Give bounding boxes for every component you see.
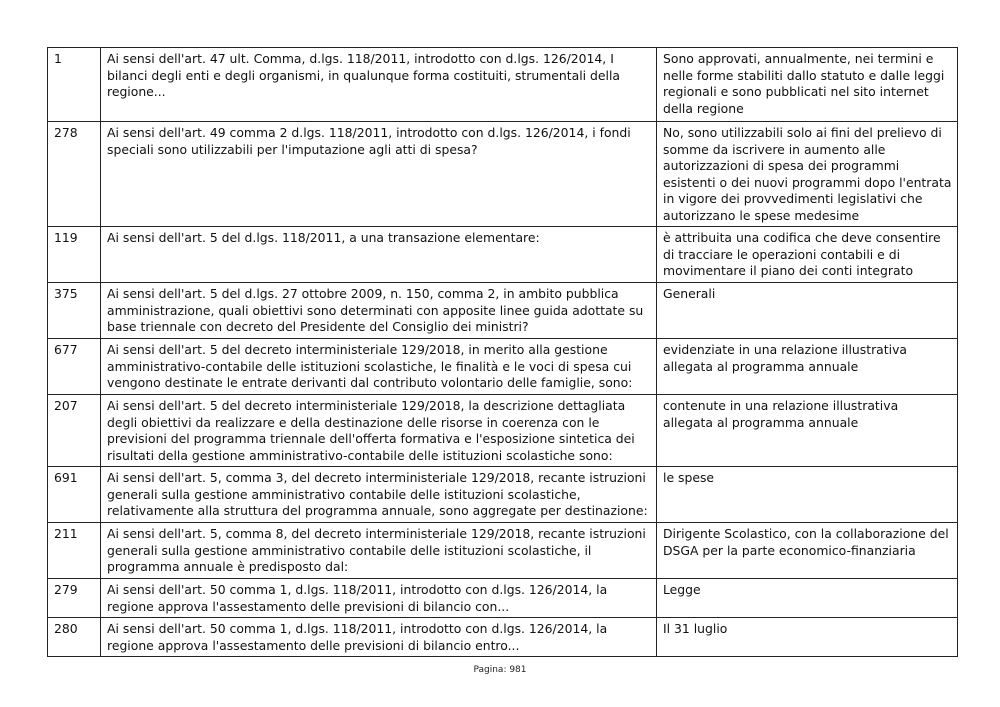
- question-answer-table: [47, 47, 958, 657]
- table-row: [48, 339, 958, 395]
- answer-text: Generali: [657, 283, 958, 339]
- answer-text: No, sono utilizzabili solo ai fini del prelievo di somme da iscrivere in aumento alle autorizzazioni di spesa dei programmi esistenti o dei nuovi programmi dopo l'entrata in vigore dei provvedimenti legislativi che autorizzano le spese medesime: [657, 122, 958, 227]
- question-text: Ai sensi dell'art. 47 ult. Comma, d.lgs. 118/2011, introdotto con d.lgs. 126/2014, I bilanci degli enti e degli organismi, in qualunque forma costituiti, strumentali della regione...: [101, 48, 657, 122]
- question-number: 207: [48, 395, 101, 467]
- question-text: Ai sensi dell'art. 50 comma 1, d.lgs. 118/2011, introdotto con d.lgs. 126/2014, la regione approva l'assestamento delle previsioni di bilancio entro...: [101, 618, 657, 657]
- question-number: 691: [48, 467, 101, 523]
- table-row: [48, 579, 958, 618]
- question-number: 677: [48, 339, 101, 395]
- answer-text: Legge: [657, 579, 958, 618]
- table-row: [48, 618, 958, 657]
- table-row: [48, 523, 958, 579]
- answer-text: è attribuita una codifica che deve consentire di tracciare le operazioni contabili e di movimentare il piano dei conti integrato: [657, 227, 958, 283]
- table-row: [48, 395, 958, 467]
- question-number: 279: [48, 579, 101, 618]
- question-text: Ai sensi dell'art. 5 del decreto interministeriale 129/2018, la descrizione dettagliata degli obiettivi da realizzare e della destinazione delle risorse in coerenza con le previsioni del programma triennale dell'offerta formativa e l'esposizione sintetica dei risultati della gestione amministrativo-contabile delle istituzioni scolastiche sono:: [101, 395, 657, 467]
- question-number: 1: [48, 48, 101, 122]
- question-text: Ai sensi dell'art. 49 comma 2 d.lgs. 118/2011, introdotto con d.lgs. 126/2014, i fondi speciali sono utilizzabili per l'imputazione agli atti di spesa?: [101, 122, 657, 227]
- answer-text: Dirigente Scolastico, con la collaborazione del DSGA per la parte economico-finanziaria: [657, 523, 958, 579]
- answer-text: contenute in una relazione illustrativa allegata al programma annuale: [657, 395, 958, 467]
- question-text: Ai sensi dell'art. 5 del d.lgs. 27 ottobre 2009, n. 150, comma 2, in ambito pubblica amministrazione, quali obiettivi sono determinati con apposite linee guida adottate su base triennale con decreto del Presidente del Consiglio dei ministri?: [101, 283, 657, 339]
- page-number: Pagina: 981: [473, 665, 527, 675]
- table-row: [48, 48, 958, 122]
- answer-text: Sono approvati, annualmente, nei termini e nelle forme stabiliti dallo statuto e dalle leggi regionali e sono pubblicati nel sito internet della regione: [657, 48, 958, 122]
- question-number: 375: [48, 283, 101, 339]
- question-number: 119: [48, 227, 101, 283]
- question-text: Ai sensi dell'art. 5 del decreto interministeriale 129/2018, in merito alla gestione amministrativo-contabile delle istituzioni scolastiche, le finalità e le voci di spesa cui vengono destinate le entrate derivanti dal contributo volontario delle famiglie, sono:: [101, 339, 657, 395]
- question-text: Ai sensi dell'art. 5, comma 8, del decreto interministeriale 129/2018, recante istruzioni generali sulla gestione amministrativo contabile delle istituzioni scolastiche, il programma annuale è predisposto dal:: [101, 523, 657, 579]
- table-row: [48, 283, 958, 339]
- answer-text: evidenziate in una relazione illustrativa allegata al programma annuale: [657, 339, 958, 395]
- table-row: [48, 122, 958, 227]
- question-text: Ai sensi dell'art. 5 del d.lgs. 118/2011, a una transazione elementare:: [101, 227, 657, 283]
- question-text: Ai sensi dell'art. 5, comma 3, del decreto interministeriale 129/2018, recante istruzioni generali sulla gestione amministrativo contabile delle istituzioni scolastiche, relativamente alla struttura del programma annuale, sono aggregate per destinazione:: [101, 467, 657, 523]
- table-row: [48, 227, 958, 283]
- table-row: [48, 467, 958, 523]
- question-number: 278: [48, 122, 101, 227]
- answer-text: le spese: [657, 467, 958, 523]
- question-number: 211: [48, 523, 101, 579]
- question-text: Ai sensi dell'art. 50 comma 1, d.lgs. 118/2011, introdotto con d.lgs. 126/2014, la regione approva l'assestamento delle previsioni di bilancio con...: [101, 579, 657, 618]
- answer-text: Il 31 luglio: [657, 618, 958, 657]
- question-number: 280: [48, 618, 101, 657]
